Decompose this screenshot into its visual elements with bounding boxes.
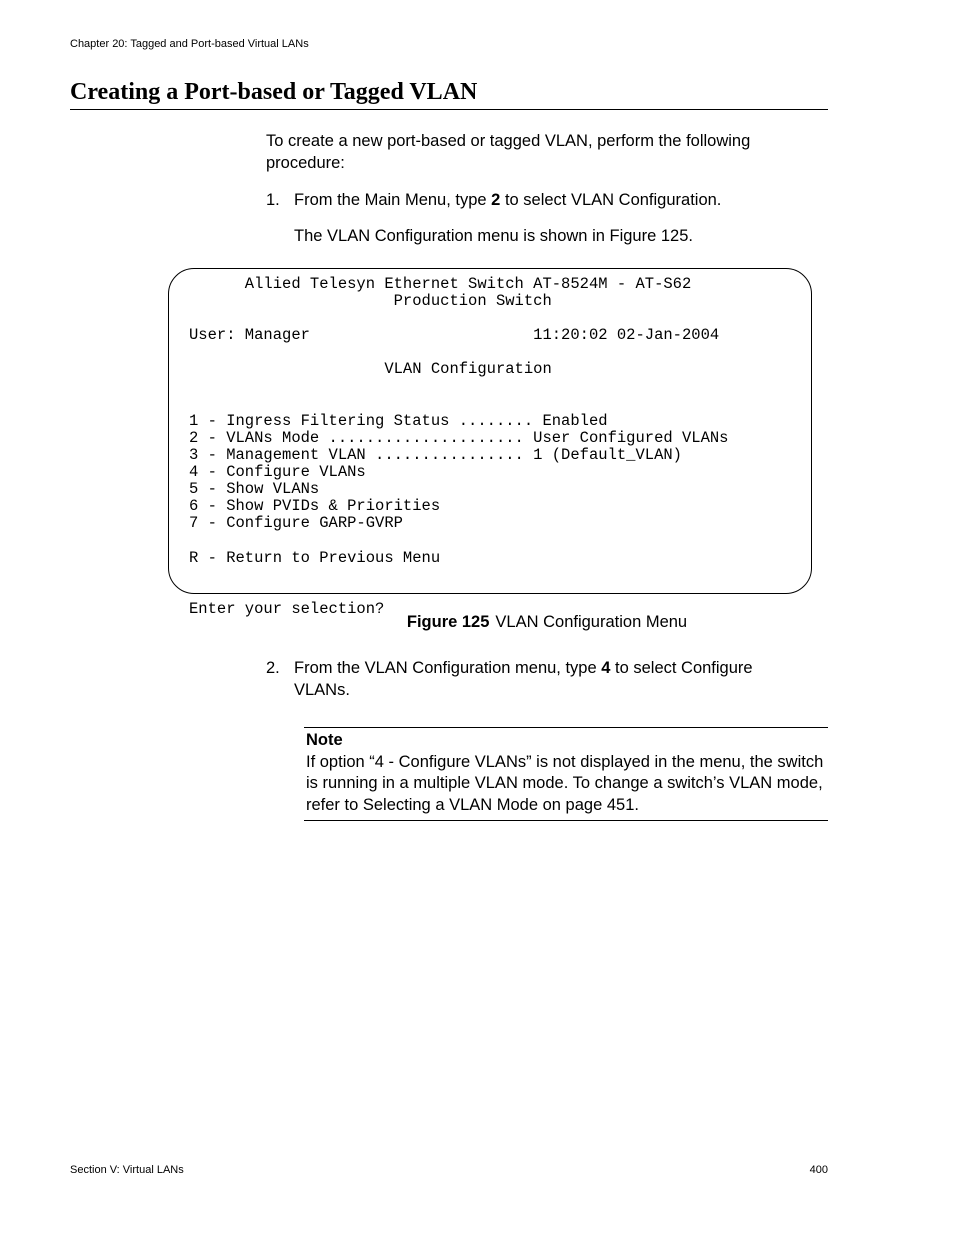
running-header: Chapter 20: Tagged and Port-based Virtual LANs	[70, 38, 309, 50]
note-body: If option “4 - Configure VLANs” is not displayed in the menu, the switch is running in a multiple VLAN mode. To change a switch’s VLAN mode, refer to Selecting a VLAN Mode on page 451.	[306, 752, 824, 814]
terminal-line: 1 - Ingress Filtering Status ........ Enabled	[189, 411, 608, 430]
figure-label: Figure 125	[406, 613, 490, 631]
figure-caption-text: VLAN Configuration Menu	[495, 613, 688, 631]
terminal-line: User: Manager 11:20:02 02-Jan-2004	[189, 326, 720, 345]
terminal-line: 3 - Management VLAN ................ 1 (Default_VLAN)	[189, 445, 682, 464]
terminal-line	[189, 344, 729, 361]
step-key: 4	[601, 659, 611, 677]
terminal-line: 2 - VLANs Mode ..................... User Configured VLANs	[189, 428, 729, 447]
step-text-after: to select Configure	[610, 659, 753, 677]
terminal-line	[189, 310, 729, 327]
terminal-line: 6 - Show PVIDs & Priorities	[189, 497, 441, 516]
terminal-line	[189, 379, 729, 396]
step-number: 2.	[266, 659, 280, 677]
terminal-line: 7 - Configure GARP-GVRP	[189, 514, 403, 533]
step-number: 1.	[266, 191, 280, 209]
terminal-text	[189, 276, 729, 618]
intro-paragraph: To create a new port-based or tagged VLAN, perform the following procedure:	[266, 132, 751, 172]
step-text-before: From the VLAN Configuration menu, type	[294, 659, 602, 677]
step-text-after: to select VLAN Configuration.	[500, 191, 722, 209]
page-number: 400	[809, 1164, 828, 1176]
step-1-followup: The VLAN Configuration menu is shown in Figure 125.	[294, 227, 693, 245]
note-title: Note	[306, 731, 343, 749]
figure-caption	[0, 613, 954, 632]
terminal-line	[189, 584, 729, 601]
terminal-line: 5 - Show VLANs	[189, 480, 320, 499]
terminal-line	[189, 567, 729, 584]
step-text-before: From the Main Menu, type	[294, 191, 492, 209]
terminal-line: Allied Telesyn Ethernet Switch AT-8524M - AT-S62	[189, 275, 692, 293]
terminal-line: R - Return to Previous Menu	[189, 548, 441, 567]
note-box	[304, 727, 828, 821]
terminal-line: Enter your selection?	[189, 599, 385, 618]
footer-section: Section V: Virtual LANs	[70, 1164, 184, 1176]
step-text-continuation: VLANs.	[294, 681, 350, 699]
step-1	[266, 189, 806, 211]
terminal-line: 4 - Configure VLANs	[189, 463, 366, 482]
terminal-line	[189, 396, 729, 413]
terminal-line	[189, 532, 729, 549]
terminal-line: VLAN Configuration	[189, 360, 552, 379]
step-key: 2	[491, 191, 501, 209]
terminal-line: Production Switch	[189, 292, 552, 311]
step-2	[266, 657, 806, 701]
section-title: Creating a Port-based or Tagged VLAN	[70, 78, 828, 110]
